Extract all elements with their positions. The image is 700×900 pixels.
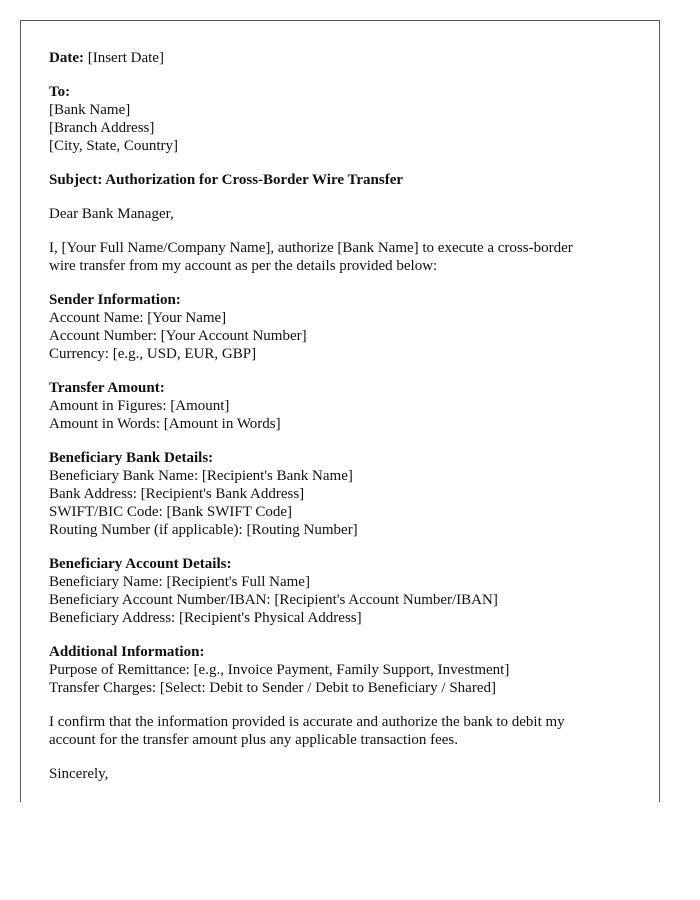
recipient-label: To: <box>49 84 71 100</box>
section-line: Beneficiary Account Number/IBAN: [Recipient's Account Number/IBAN] <box>49 592 498 608</box>
section-heading: Beneficiary Account Details: <box>49 556 232 572</box>
date-value: [Insert Date] <box>83 50 164 66</box>
recipient-city-state-country: [City, State, Country] <box>49 138 179 154</box>
confirmation-line-1: I confirm that the information provided is accurate and authorize the bank to debit my <box>49 714 565 730</box>
section-line: Beneficiary Name: [Recipient's Full Name] <box>49 574 310 590</box>
beneficiary-bank-section <box>49 449 631 539</box>
section-line: Bank Address: [Recipient's Bank Address] <box>49 486 305 502</box>
confirmation-paragraph <box>49 713 631 749</box>
section-line: Beneficiary Bank Name: [Recipient's Bank Name] <box>49 468 353 484</box>
section-line: Transfer Charges: [Select: Debit to Sender / Debit to Beneficiary / Shared] <box>49 680 496 696</box>
section-heading: Transfer Amount: <box>49 380 165 396</box>
section-line: Account Number: [Your Account Number] <box>49 328 307 344</box>
date-line <box>49 49 631 67</box>
recipient-bank-name: [Bank Name] <box>49 102 131 118</box>
subject-line <box>49 171 631 189</box>
sender-information-section <box>49 291 631 363</box>
section-line: Beneficiary Address: [Recipient's Physical Address] <box>49 610 362 626</box>
section-line: Amount in Words: [Amount in Words] <box>49 416 281 432</box>
additional-information-section <box>49 643 631 697</box>
closing <box>49 765 631 783</box>
confirmation-line-2: account for the transfer amount plus any applicable transaction fees. <box>49 732 459 748</box>
salutation-text: Dear Bank Manager, <box>49 206 174 222</box>
intro-paragraph <box>49 239 631 275</box>
letter-page <box>20 20 660 802</box>
section-line: Routing Number (if applicable): [Routing Number] <box>49 522 358 538</box>
salutation <box>49 205 631 223</box>
subject-text: Subject: Authorization for Cross-Border Wire Transfer <box>49 172 404 188</box>
recipient-block <box>49 83 631 155</box>
beneficiary-account-section <box>49 555 631 627</box>
section-line: Currency: [e.g., USD, EUR, GBP] <box>49 346 257 362</box>
section-heading: Additional Information: <box>49 644 205 660</box>
section-heading: Beneficiary Bank Details: <box>49 450 214 466</box>
intro-line-2: wire transfer from my account as per the details provided below: <box>49 258 438 274</box>
section-line: Amount in Figures: [Amount] <box>49 398 230 414</box>
date-label: Date: <box>49 50 84 66</box>
intro-line-1: I, [Your Full Name/Company Name], authorize [Bank Name] to execute a cross-border <box>49 240 573 256</box>
closing-text: Sincerely, <box>49 766 109 782</box>
section-line: SWIFT/BIC Code: [Bank SWIFT Code] <box>49 504 293 520</box>
section-line: Purpose of Remittance: [e.g., Invoice Payment, Family Support, Investment] <box>49 662 510 678</box>
transfer-amount-section <box>49 379 631 433</box>
section-heading: Sender Information: <box>49 292 181 308</box>
section-line: Account Name: [Your Name] <box>49 310 227 326</box>
recipient-branch-address: [Branch Address] <box>49 120 155 136</box>
